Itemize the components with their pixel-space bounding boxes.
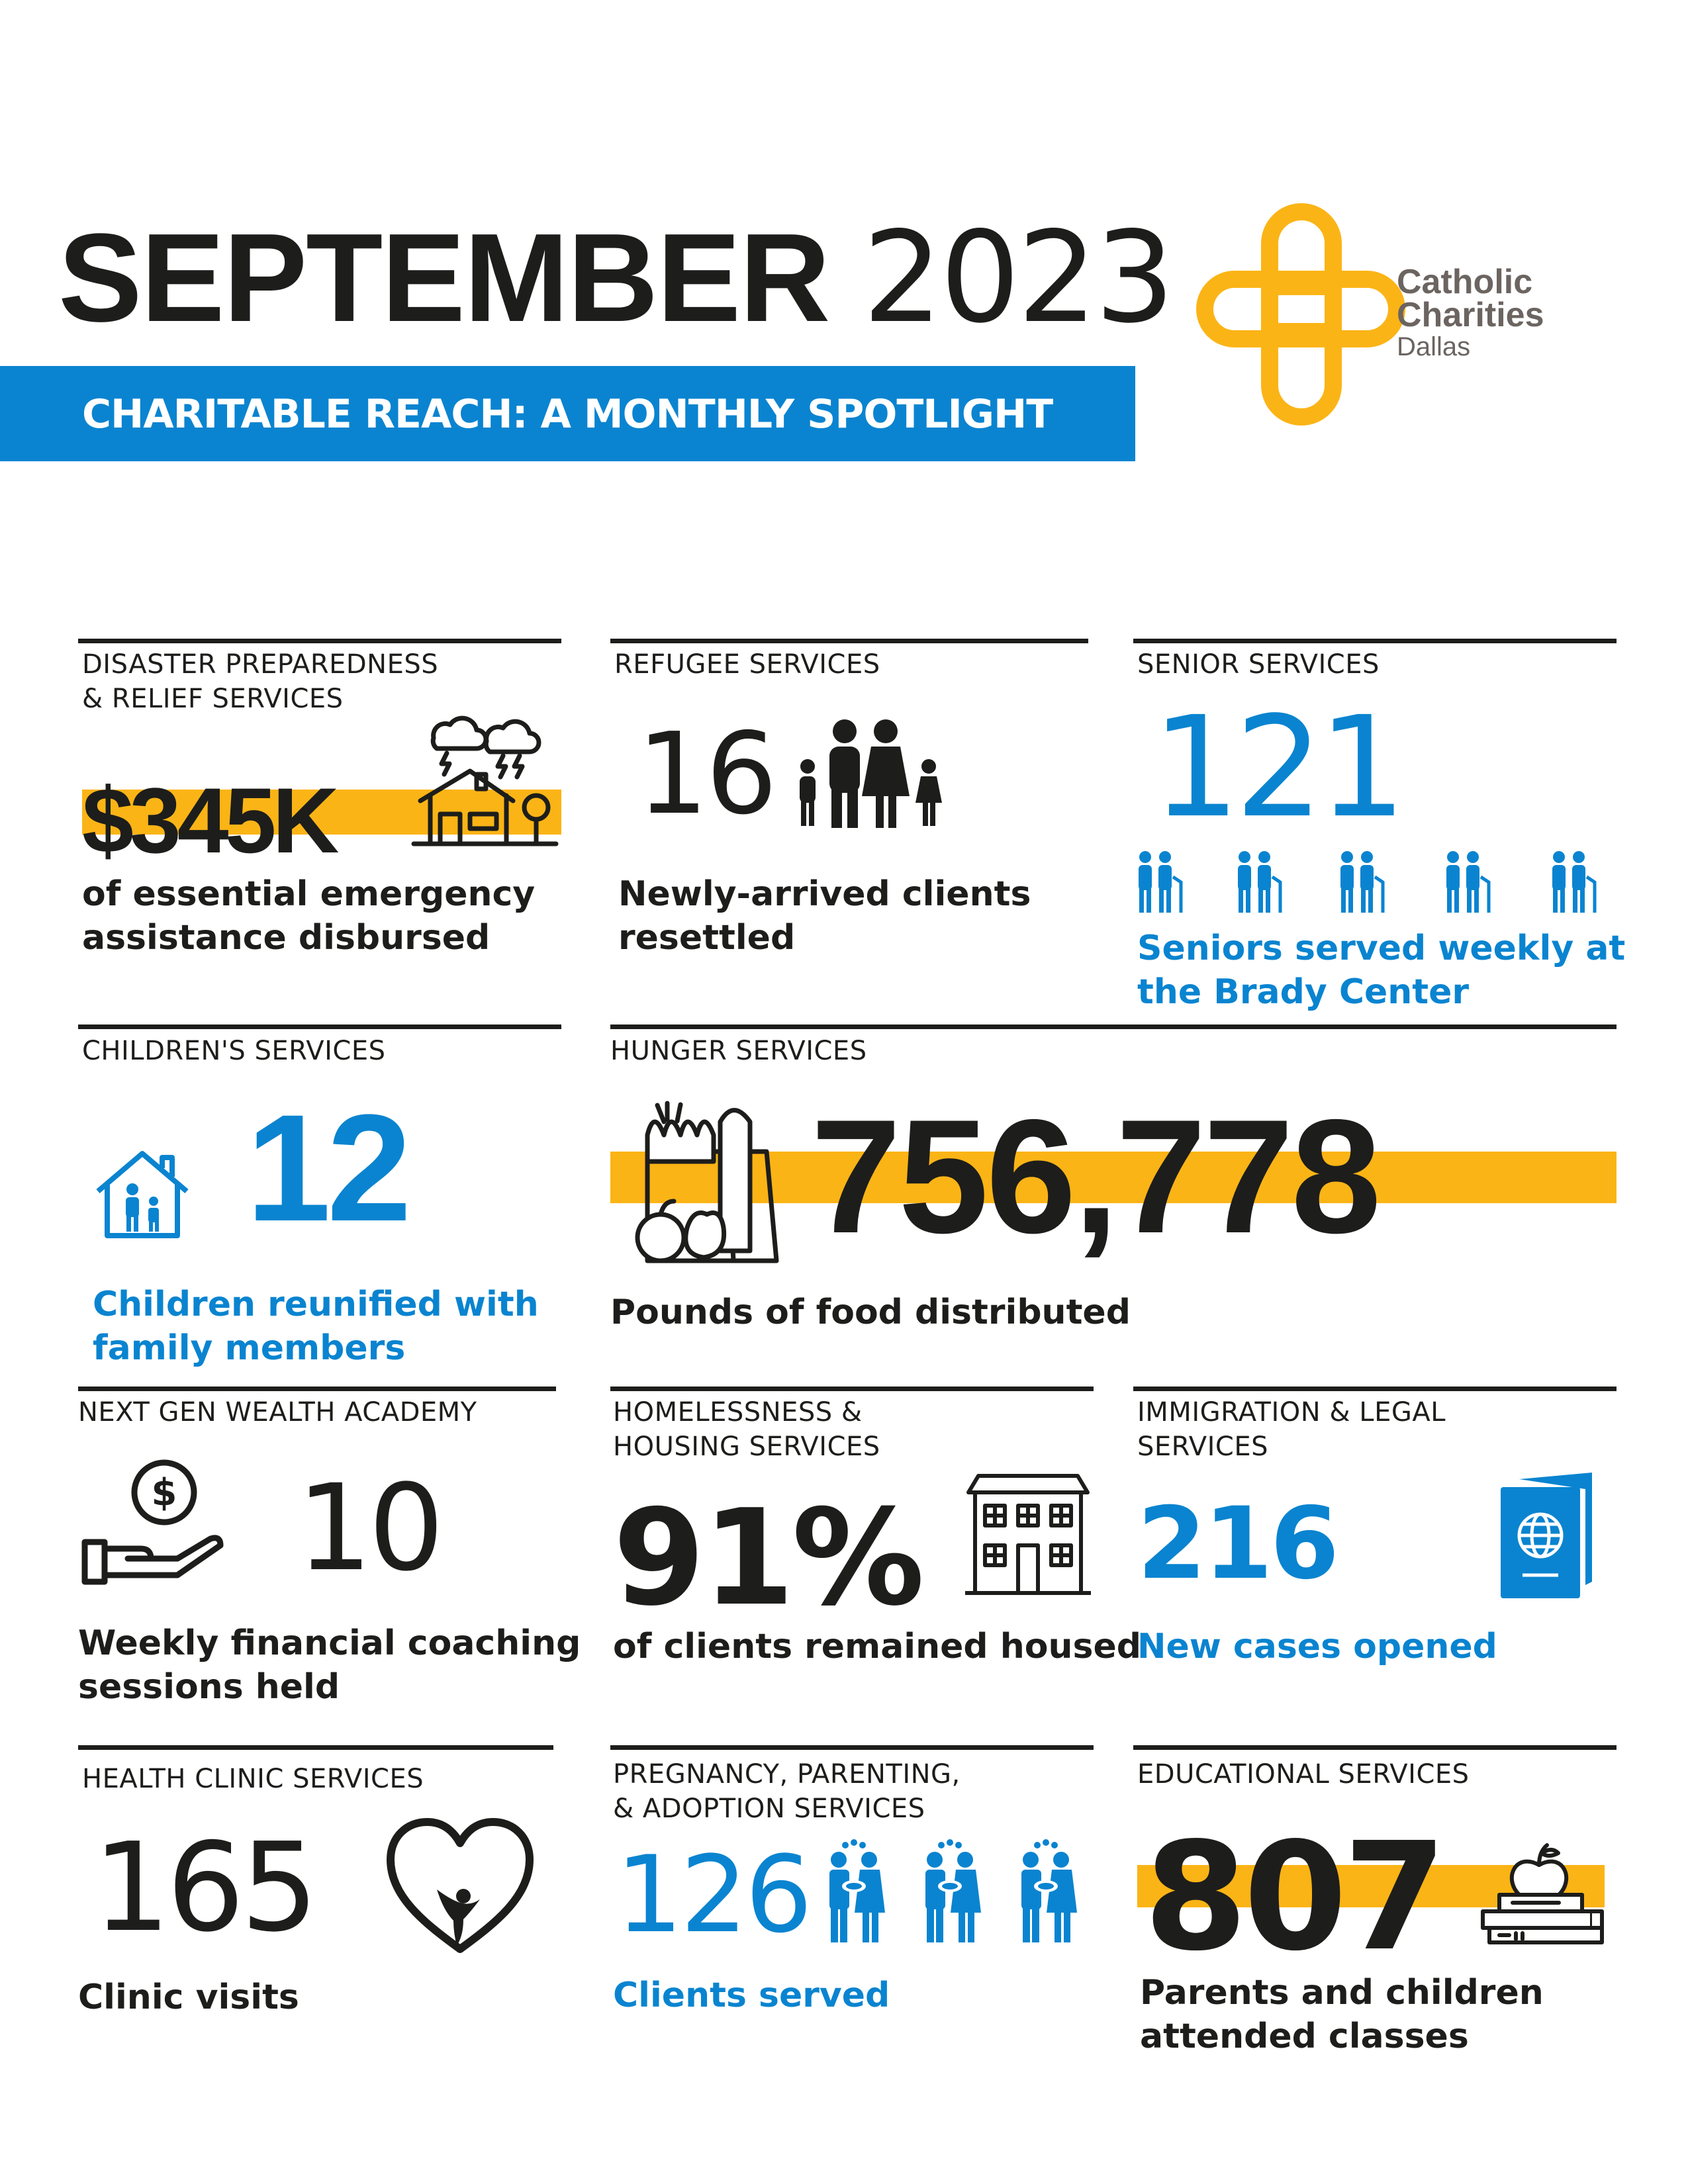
caption-hunger: HUNGER SERVICES (610, 1036, 867, 1066)
desc-wealth-1: Weekly financial coaching (78, 1623, 581, 1663)
value-housing: 91% (613, 1481, 922, 1635)
apartment-building-icon (965, 1473, 1091, 1598)
cross-logo-icon (1198, 205, 1403, 430)
seniors-icon (1133, 850, 1617, 917)
grocery-bag-icon (628, 1095, 800, 1274)
desc-refugee-2: resettled (618, 918, 796, 958)
svg-text:$: $ (151, 1471, 177, 1514)
desc-refugee-1: Newly-arrived clients (618, 874, 1031, 914)
family-icon (793, 717, 945, 829)
value-refugee: 16 (637, 709, 775, 840)
divider-pregnancy (610, 1745, 1094, 1750)
desc-children-1: Children reunified with (93, 1285, 539, 1324)
caption-immigration-1: IMMIGRATION & LEGAL (1137, 1397, 1446, 1428)
desc-education-2: attended classes (1140, 2017, 1469, 2056)
desc-health: Clinic visits (78, 1978, 299, 2017)
value-immigration: 216 (1137, 1486, 1337, 1602)
desc-senior-1: Seniors served weekly at (1137, 929, 1626, 968)
passport-icon (1499, 1473, 1605, 1598)
caption-disaster-2: & RELIEF SERVICES (82, 684, 344, 714)
desc-hunger: Pounds of food distributed (610, 1293, 1131, 1332)
desc-disaster-1: of essential emergency (82, 874, 536, 914)
desc-housing: of clients remained housed (613, 1627, 1141, 1666)
value-wealth: 10 (297, 1459, 441, 1598)
caption-education: EDUCATIONAL SERVICES (1137, 1759, 1470, 1790)
divider-immigration (1133, 1387, 1617, 1391)
title-year: 2023 (863, 205, 1172, 351)
heart-person-icon (384, 1817, 536, 1956)
desc-children-2: family members (93, 1328, 406, 1368)
caption-health: HEALTH CLINIC SERVICES (82, 1764, 424, 1794)
caption-disaster-1: DISASTER PREPAREDNESS (82, 649, 439, 680)
value-children: 12 (246, 1083, 408, 1253)
logo-line-2: Charities (1397, 296, 1544, 334)
family-home-icon (93, 1148, 192, 1241)
caption-children: CHILDREN'S SERVICES (82, 1036, 386, 1066)
divider-health (78, 1745, 553, 1750)
logo-line-1: Catholic (1397, 263, 1533, 301)
divider-housing (610, 1387, 1094, 1391)
divider-wealth (78, 1387, 556, 1391)
caption-pregnancy-1: PREGNANCY, PARENTING, (613, 1759, 961, 1790)
desc-pregnancy: Clients served (613, 1976, 890, 2015)
storm-house-icon (414, 708, 559, 854)
caption-housing-1: HOMELESSNESS & (613, 1397, 863, 1428)
books-apple-icon (1473, 1812, 1605, 1944)
desc-immigration: New cases opened (1137, 1627, 1497, 1666)
value-disaster: $345K (82, 768, 336, 872)
caption-housing-2: HOUSING SERVICES (613, 1432, 880, 1462)
value-pregnancy: 126 (616, 1833, 810, 1956)
desc-disaster-2: assistance disbursed (82, 918, 491, 958)
desc-senior-2: the Brady Center (1137, 972, 1470, 1012)
value-education: 807 (1144, 1811, 1443, 1984)
catholic-charities-logo (1198, 205, 1569, 430)
hand-coin-icon (78, 1456, 230, 1588)
page-title (58, 205, 1172, 351)
divider-education (1133, 1745, 1617, 1750)
desc-wealth-2: sessions held (78, 1667, 340, 1707)
divider-hunger (610, 1024, 1617, 1029)
value-senior: 121 (1152, 686, 1401, 848)
divider-senior (1133, 639, 1617, 643)
subtitle-banner (0, 366, 1135, 461)
subtitle-text: CHARITABLE REACH: A MONTHLY SPOTLIGHT (82, 391, 1053, 437)
parents-baby-icon (824, 1840, 1096, 1946)
caption-pregnancy-2: & ADOPTION SERVICES (613, 1794, 925, 1824)
caption-wealth: NEXT GEN WEALTH ACADEMY (78, 1397, 477, 1428)
title-month: SEPTEMBER (58, 208, 829, 348)
divider-refugee (610, 639, 1088, 643)
desc-education-1: Parents and children (1140, 1973, 1544, 2013)
caption-refugee: REFUGEE SERVICES (614, 649, 880, 680)
value-health: 165 (93, 1816, 315, 1959)
logo-line-3: Dallas (1397, 332, 1471, 361)
divider-disaster (78, 639, 561, 643)
value-hunger: 756,778 (811, 1085, 1379, 1267)
caption-immigration-2: SERVICES (1137, 1432, 1269, 1462)
caption-senior: SENIOR SERVICES (1137, 649, 1380, 680)
divider-children (78, 1024, 561, 1029)
